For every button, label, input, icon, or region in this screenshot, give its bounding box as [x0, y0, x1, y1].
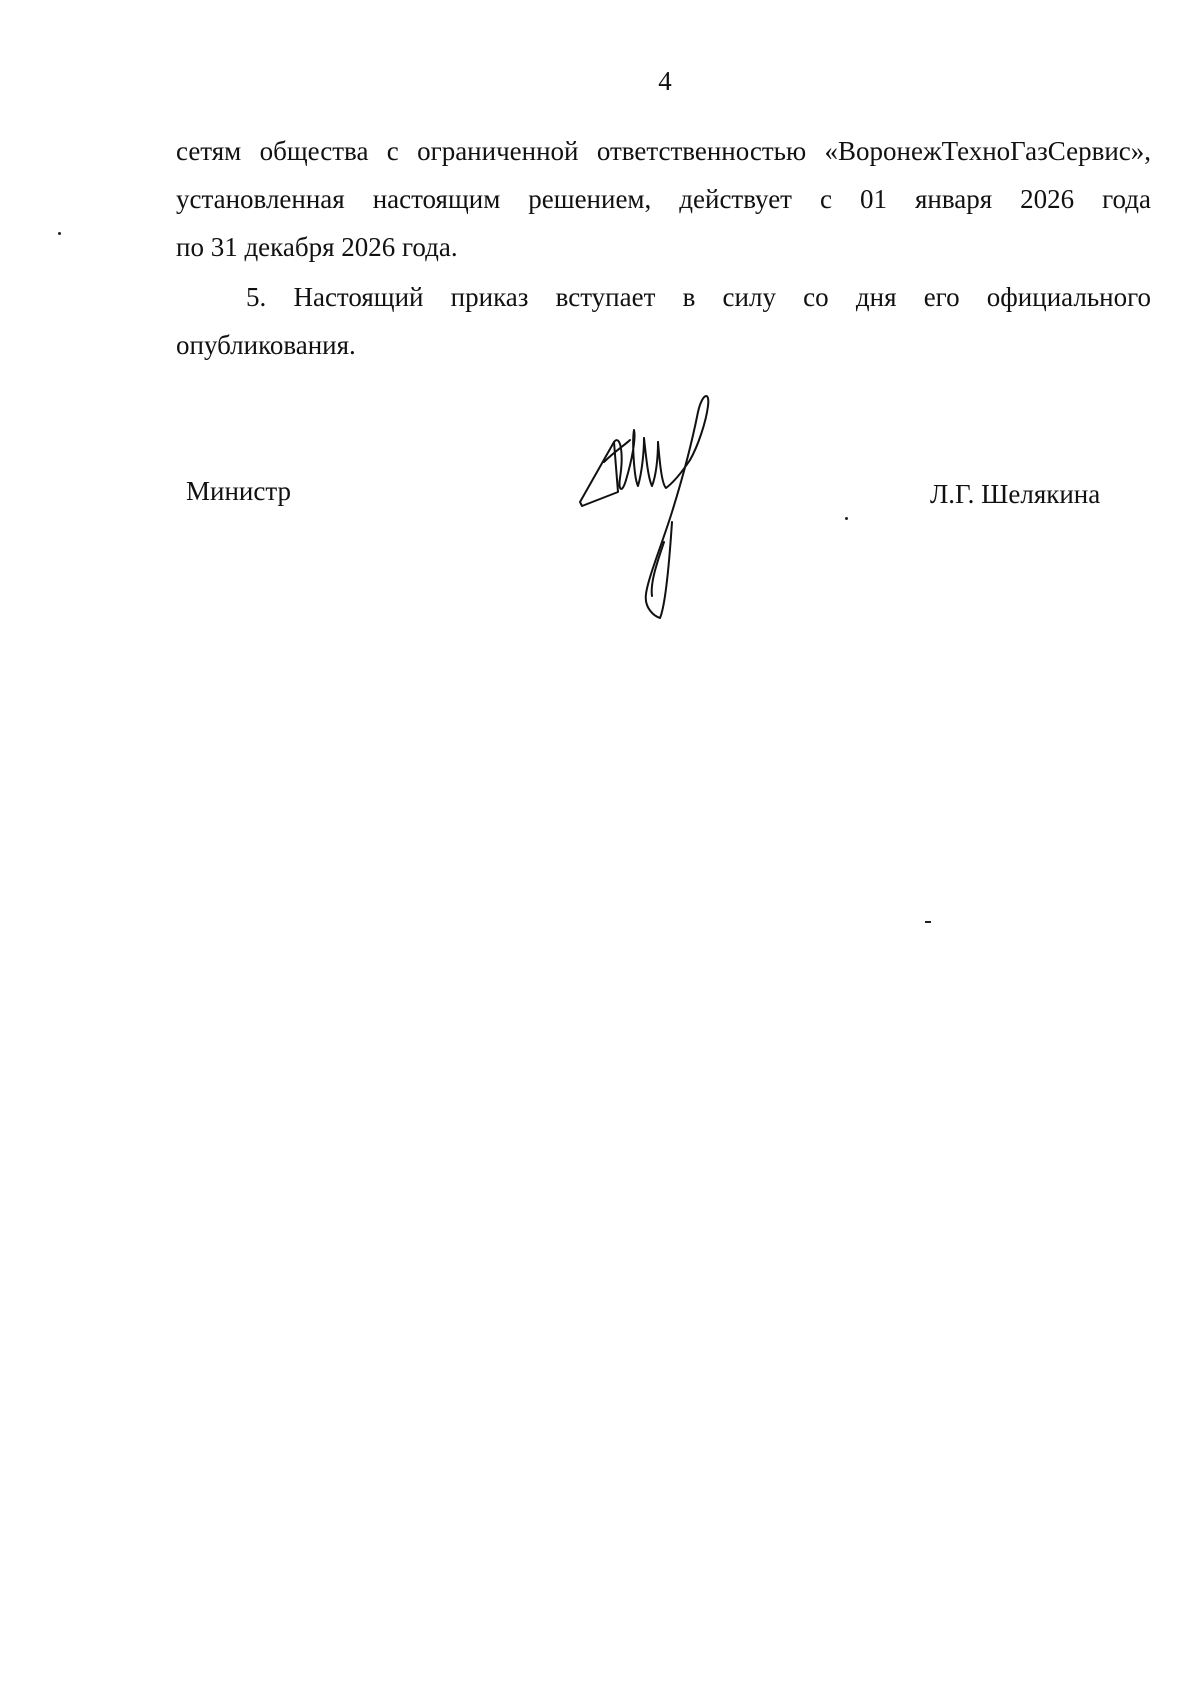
handwritten-signature: [574, 382, 734, 622]
paragraph-line: по 31 декабря 2026 года.: [176, 232, 458, 262]
scan-speck: [845, 517, 848, 520]
paragraph-line: установленная настоящим решением, действует с 01 января 2026 года: [176, 184, 1151, 214]
paragraph-line: опубликования.: [176, 330, 356, 360]
page-number: 4: [658, 66, 672, 96]
signatory-role: Министр: [186, 476, 291, 506]
paragraph-line: сетям общества с ограниченной ответственностью «ВоронежТехноГазСервис»,: [176, 136, 1151, 166]
scan-speck: [58, 232, 61, 235]
paragraph-item-5: 5. Настоящий приказ вступает в силу со дня его официального: [246, 282, 1151, 312]
signatory-name: Л.Г. Шелякина: [930, 479, 1101, 509]
scan-speck: [925, 921, 931, 923]
